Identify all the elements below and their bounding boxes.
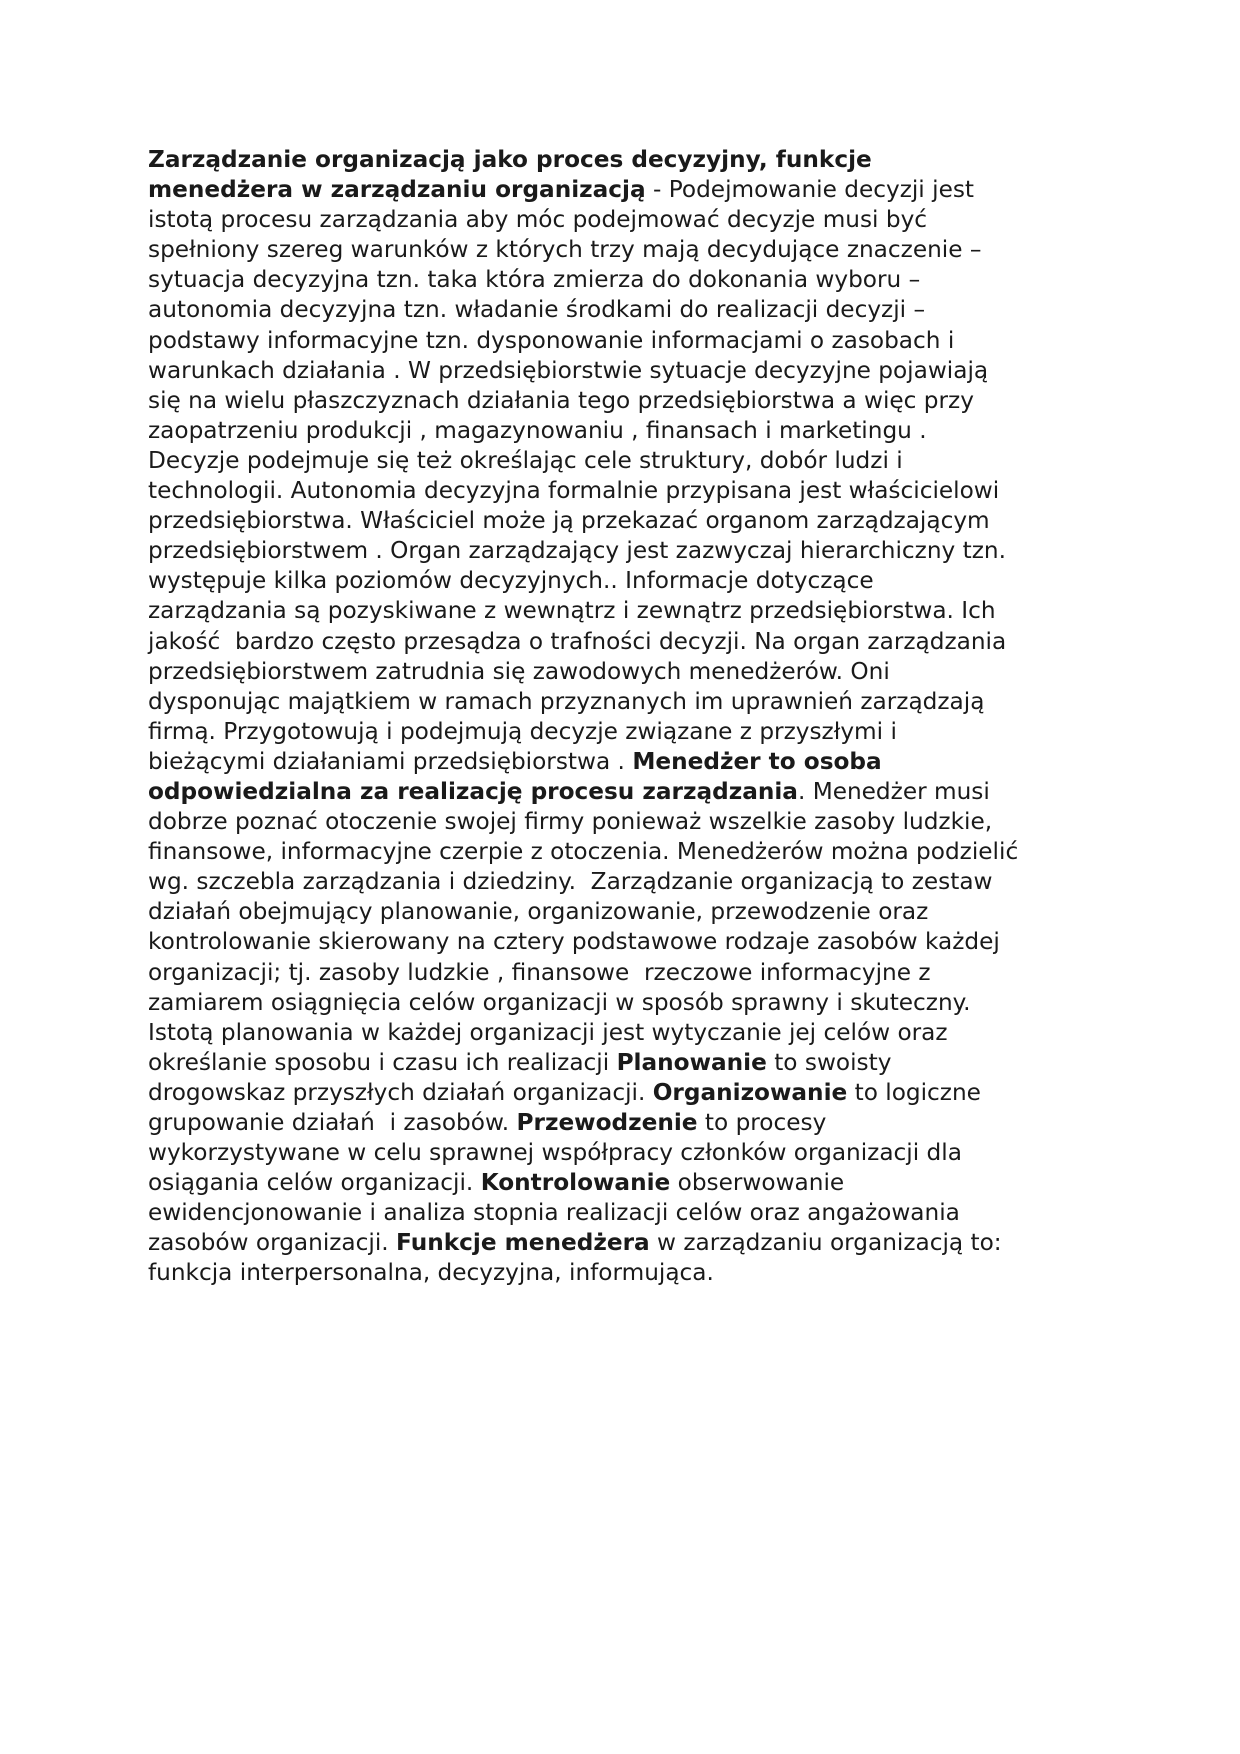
text-segment: Decyzje podejmuje się też określając cele struktury, dobór ludzi i: [148, 446, 903, 474]
text-segment: drogowskaz przyszłych działań organizacji.: [148, 1078, 653, 1106]
text-segment: kontrolowanie skierowany na cztery podstawowe rodzaje zasobów każdej: [148, 928, 1000, 956]
bold-text-segment: Przewodzenie: [516, 1109, 698, 1136]
text-line: [148, 1168, 1098, 1198]
text-segment: przedsiębiorstwa. Właściciel może ją przekazać organom zarządzającym: [148, 507, 990, 535]
bold-text-segment: Funkcje menedżera: [396, 1229, 650, 1257]
text-line: [148, 1228, 1098, 1258]
text-line: [148, 356, 1098, 386]
bold-text-segment: Organizowanie: [652, 1078, 848, 1106]
text-segment: zasobów organizacji.: [148, 1229, 397, 1257]
text-line: [148, 687, 1098, 717]
text-segment: wykorzystywane w celu sprawnej współpracy członków organizacji dla: [148, 1139, 962, 1167]
text-line: [148, 1138, 1098, 1168]
bold-text-segment: Planowanie: [616, 1048, 767, 1076]
text-segment: sytuacja decyzyjna tzn. taka która zmierza do dokonania wyboru –: [148, 266, 921, 294]
text-segment: warunkach działania . W przedsiębiorstwie sytuacje decyzyjne pojawiają: [148, 356, 989, 384]
document-body: [148, 145, 1098, 1289]
bold-text-segment: odpowiedzialna za realizację procesu zarządzania: [148, 777, 798, 805]
text-line: [148, 958, 1098, 988]
text-segment: spełniony szereg warunków z których trzy mają decydujące znaczenie –: [148, 236, 982, 264]
text-segment: wg. szczebla zarządzania i dziedziny. Zarządzanie organizacją to zestaw: [148, 868, 993, 896]
text-line: [148, 1198, 1098, 1228]
text-line: [148, 657, 1098, 687]
text-segment: określanie sposobu i czasu ich realizacji: [148, 1048, 617, 1076]
text-line: [148, 1258, 1098, 1288]
text-line: [148, 326, 1098, 356]
text-segment: to swoisty: [766, 1048, 892, 1076]
text-segment: to procesy: [697, 1109, 827, 1136]
text-line: [148, 897, 1098, 927]
bold-text-segment: Zarządzanie organizacją jako proces decyzyjny, funkcje: [148, 146, 872, 173]
text-line: [148, 386, 1098, 416]
text-line: [148, 777, 1098, 807]
text-line: [148, 1078, 1098, 1108]
text-line: [148, 1018, 1098, 1048]
text-segment: występuje kilka poziomów decyzyjnych.. Informacje dotyczące: [148, 567, 874, 595]
text-segment: istotą procesu zarządzania aby móc podejmować decyzje musi być: [148, 206, 928, 234]
text-line: [148, 506, 1098, 536]
text-line: [148, 988, 1098, 1018]
bold-text-segment: Menedżer to osoba: [632, 747, 882, 775]
text-segment: jakość bardzo często przesądza o trafności decyzji. Na organ zarządzania: [148, 627, 1007, 655]
text-segment: obserwowanie: [670, 1169, 845, 1197]
text-line: [148, 717, 1098, 747]
text-segment: funkcja interpersonalna, decyzyjna, informująca.: [148, 1259, 714, 1287]
text-segment: . Menedżer musi: [797, 777, 990, 805]
text-segment: Istotą planowania w każdej organizacji jest wytyczanie jej celów oraz: [148, 1018, 948, 1046]
text-segment: przedsiębiorstwem zatrudnia się zawodowych menedżerów. Oni: [148, 657, 890, 685]
text-line: [148, 867, 1098, 897]
text-line: [148, 446, 1098, 476]
text-segment: w zarządzaniu organizacją to:: [649, 1229, 1002, 1257]
text-segment: dysponując majątkiem w ramach przyznanych im uprawnień zarządzają: [148, 687, 985, 715]
bold-text-segment: menedżera w zarządzaniu organizacją: [148, 176, 646, 204]
text-segment: zarządzania są pozyskiwane z wewnątrz i zewnątrz przedsiębiorstwa. Ich: [148, 597, 996, 625]
text-line: [148, 416, 1098, 446]
text-segment: ewidencjonowanie i analiza stopnia realizacji celów oraz angażowania: [148, 1199, 960, 1227]
text-line: [148, 145, 1098, 175]
text-line: [148, 747, 1098, 777]
text-line: [148, 1048, 1098, 1078]
text-segment: organizacji; tj. zasoby ludzkie , finansowe rzeczowe informacyjne z: [148, 958, 931, 986]
text-segment: to logiczne: [847, 1078, 981, 1106]
text-line: [148, 627, 1098, 657]
text-segment: zamiarem osiągnięcia celów organizacji w sposób sprawny i skuteczny.: [148, 988, 971, 1016]
text-segment: bieżącymi działaniami przedsiębiorstwa .: [148, 747, 633, 775]
text-segment: osiągania celów organizacji.: [148, 1169, 481, 1197]
text-line: [148, 837, 1098, 867]
text-segment: podstawy informacyjne tzn. dysponowanie informacjami o zasobach i: [148, 326, 955, 354]
text-segment: technologii. Autonomia decyzyjna formalnie przypisana jest właścicielowi: [148, 477, 1000, 505]
text-line: [148, 476, 1098, 506]
text-line: [148, 205, 1098, 235]
text-segment: firmą. Przygotowują i podejmują decyzje związane z przyszłymi i: [148, 717, 897, 745]
text-line: [148, 536, 1098, 566]
text-line: [148, 596, 1098, 626]
text-line: [148, 566, 1098, 596]
text-line: [148, 927, 1098, 957]
text-segment: - Podejmowanie decyzji jest: [645, 176, 975, 204]
text-segment: działań obejmujący planowanie, organizowanie, przewodzenie oraz: [148, 898, 929, 926]
text-line: [148, 235, 1098, 265]
text-line: [148, 265, 1098, 295]
text-line: [148, 1108, 1098, 1138]
text-segment: autonomia decyzyjna tzn. władanie środkami do realizacji decyzji –: [148, 296, 926, 324]
text-segment: grupowanie działań i zasobów.: [148, 1109, 517, 1136]
bold-text-segment: Kontrolowanie: [480, 1169, 671, 1197]
text-segment: zaopatrzeniu produkcji , magazynowaniu , finansach i marketingu .: [148, 416, 927, 444]
text-line: [148, 807, 1098, 837]
text-line: [148, 175, 1098, 205]
text-segment: finansowe, informacyjne czerpie z otoczenia. Menedżerów można podzielić: [148, 838, 1019, 866]
text-segment: się na wielu płaszczyznach działania tego przedsiębiorstwa a więc przy: [148, 386, 974, 414]
text-line: [148, 295, 1098, 325]
text-segment: dobrze poznać otoczenie swojej firmy ponieważ wszelkie zasoby ludzkie,: [148, 808, 993, 836]
text-segment: przedsiębiorstwem . Organ zarządzający jest zazwyczaj hierarchiczny tzn.: [148, 537, 1006, 565]
